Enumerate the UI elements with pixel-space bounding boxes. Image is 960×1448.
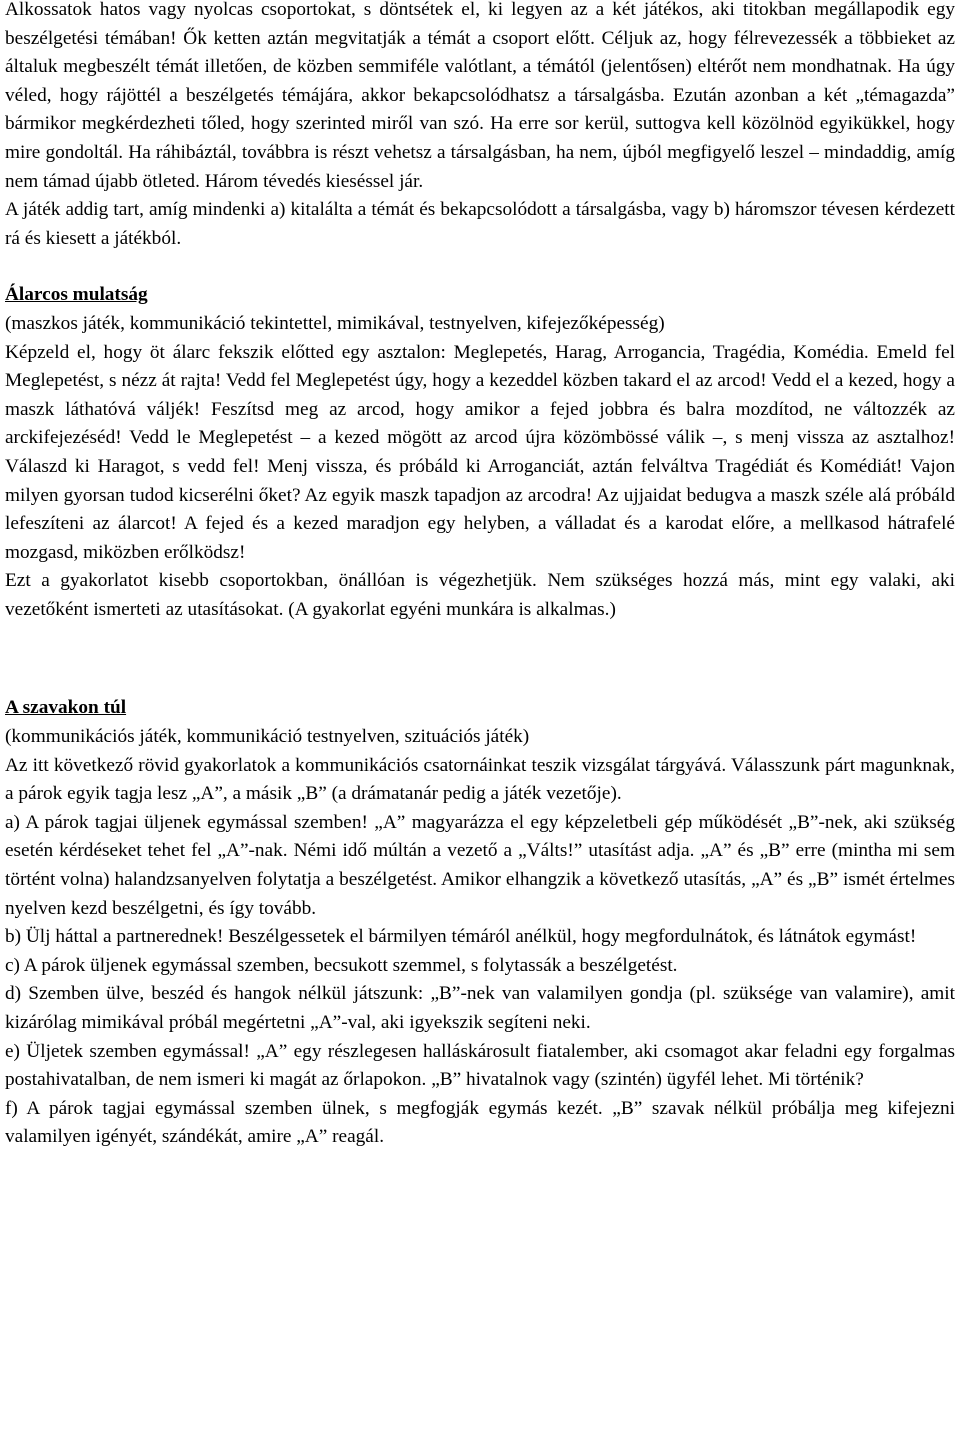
- section-subtitle: (maszkos játék, kommunikáció tekintettel, mimikával, testnyelven, kifejezőképesség): [5, 312, 665, 334]
- exercise-b: b) Ülj háttal a partnerednek! Beszélgessetek el bármilyen témáról anélkül, hogy megfordulnátok, és látnátok egymást!: [5, 926, 917, 948]
- intro-ending-paragraph: A játék addig tart, amíg mindenki a) kitalálta a témát és bekapcsolódott a társalgásba, vagy b) háromszor tévesen kérdezett rá és kiesett a játékból.: [5, 199, 955, 249]
- document-page: [5, 0, 955, 1152]
- section-paragraph: Képzeld el, hogy öt álarc fekszik előtted egy asztalon: Meglepetés, Harag, Arrogancia, Tragédia, Komédia. Emeld fel Meglepetést, s nézz át rajta! Vedd fel Meglepetést úgy, hogy a kezeddel közben takard el az arcod! Vedd el a kezed, hogy a maszk láthatóvá váljék! Feszítsd meg az arcod, hogy amikor a fejed jobbra és balra mozdítod, ne változzék az arckifejezéséd! Vedd le Meglepetést – a kezed mögött az arcod újra közömbössé válik –, s menj vissza az asztalhoz! Válaszd ki Haragot, s vedd fel! Menj vissza, és próbáld ki Arroganciát, aztán felváltva Tragédiát és Komédiát! Vajon milyen gyorsan tudod kicserélni őket? Az egyik maszk tapadjon az arcodra! Az ujjaidat bedugva a maszk széle alá próbáld lefeszíteni az álarcot! A fejed és a kezed maradjon egy helyben, a válladat és a karodat előre, a mellkasod hátrafelé mozgasd, miközben erőlködsz!: [5, 341, 955, 563]
- section-heading-alarcos-mulatsag: Álarcos mulatság: [5, 284, 148, 306]
- exercise-e: e) Üljetek szemben egymással! „A” egy részlegesen halláskárosult fiatalember, aki csomagot akar feladni egy forgalmas postahivatalban, de nem ismeri ki magát az őrlapokon. „B” hivatalnok vagy (szintén) ügyfél lehet. Mi történik?: [5, 1040, 955, 1091]
- section-paragraph: Ezt a gyakorlatot kisebb csoportokban, önállóan is végezhetjük. Nem szükséges hozzá más, mint egy valaki, aki vezetőként ismerteti az utasításokat. (A gyakorlat egyéni munkára is alkalmas.): [5, 570, 955, 620]
- exercise-f: f) A párok tagjai egymással szemben ülnek, s megfogják egymás kezét. „B” szavak nélkül próbálja meg kifejezni valamilyen igényét, szándékát, amire „A” reagál.: [5, 1097, 955, 1148]
- section-heading-a-szavakon-tul: A szavakon túl: [5, 697, 127, 719]
- exercise-c: c) A párok üljenek egymással szemben, becsukott szemmel, s folytassák a beszélgetést.: [5, 954, 678, 976]
- section-spacer: [5, 253, 955, 281]
- exercise-a: a) A párok tagjai üljenek egymással szemben! „A” magyarázza el egy képzeletbeli gép működését „B”-nek, aki szükség esetén kérdéseket tehet fel „A”-nak. Némi idő múltán a vezető a „Válts!” utasítást adja. „A” és „B” erre (mintha mi sem történt volna) halandzsanyelven folytatja a beszélgetést. Amikor elhangzik a következő utasítás, „A” és „B” ismét értelmes nyelven kezd beszélgetni, és így tovább.: [5, 811, 955, 919]
- intro-paragraph: Alkossatok hatos vagy nyolcas csoportokat, s döntsétek el, ki legyen az a két játékos, aki titokban megállapodik egy beszélgetési témában! Ők ketten aztán megvitatják a témát a csoport előtt. Céljuk az, hogy félrevezessék a többieket az általuk megbeszélt témát illetően, de közben semmiféle valótlant, a témától (jelentősen) eltérőt nem mondhatnak. Ha úgy véled, hogy rájöttél a beszélgetés témájára, akkor bekapcsolódhatsz a társalgásba. Ezután azonban a két „témagazda” bármikor megkérdezheti tőled, hogy szerinted miről van szó. Ha erre sor kerül, suttogva kell közölnöd egyikükkel, hogy mire gondoltál. Ha ráhibáztál, továbbra is részt vehetsz a társalgásban, ha nem, újból megfigyelő leszel – mindaddig, amíg nem támad újabb ötleted. Három tévedés kieséssel jár.: [5, 0, 955, 192]
- section-subtitle: (kommunikációs játék, kommunikáció testnyelven, szituációs játék): [5, 726, 530, 748]
- exercise-d: d) Szemben ülve, beszéd és hangok nélkül játszunk: „B”-nek van valamilyen gondja (pl. szüksége van valamire), amit kizárólag mimikával próbál megértetni „A”-val, aki igyekszik segíteni neki.: [5, 983, 955, 1033]
- section-paragraph: Az itt következő rövid gyakorlatok a kommunikációs csatornáinkat teszik vizsgálat tárgyává. Válasszunk párt magunknak, a párok egyik tagja lesz „A”, a másik „B” (a drámatanár pedig a játék vezetője).: [5, 754, 955, 805]
- section-spacer: [5, 624, 955, 694]
